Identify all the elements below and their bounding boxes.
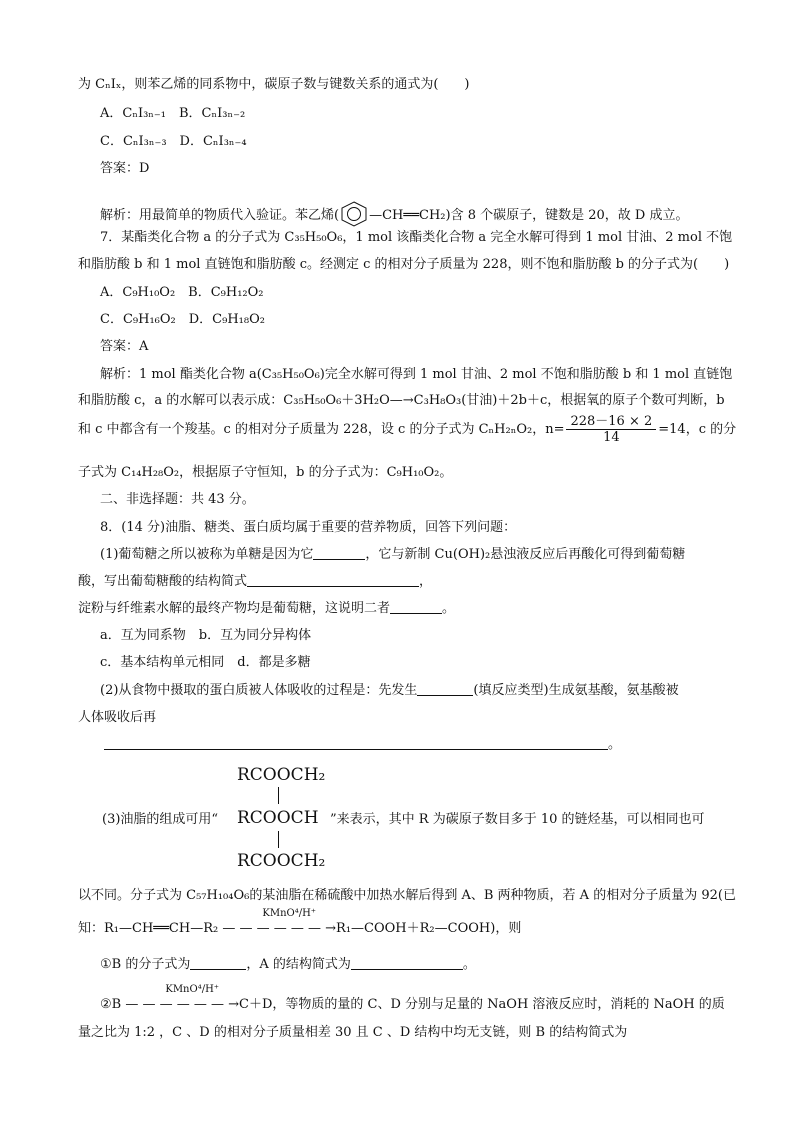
reaction-arrow: [125, 984, 240, 1014]
q8-sub1-text-b: ，A 的结构简式为: [246, 957, 351, 972]
q7-fraction: [566, 414, 656, 445]
q7-fraction-numerator: 228－16 × 2: [566, 414, 656, 430]
q8-p1-text-c: 酸，写出葡萄糖酸的结构简式: [78, 574, 248, 589]
answer-blank[interactable]: [390, 600, 442, 614]
q8-sub2-post: C＋D，等物质的量的 C、D 分别与足量的 NaOH 溶液反应时，消耗的 NaOH 的质: [239, 997, 725, 1012]
q8-p2-end: 。: [608, 737, 622, 752]
q6-answer: 答案：D: [100, 161, 150, 176]
q8-part3-line2: 以不同。分子式为 C₅₇H₁₀₄O₆的某油脂在稀硫酸中加热水解后得到 A、B 两种物质，若 A 的相对分子质量为 92(已: [78, 888, 736, 903]
q6-analysis-pre: 解析：用最简单的物质代入验证。苯乙烯(: [100, 208, 340, 223]
q8-p1-text-b: ，它与新制 Cu(OH)₂悬浊液反应后再酸化可得到葡萄糖: [365, 547, 686, 562]
q8-part1-line3: [78, 600, 455, 618]
q8-p1-text-e: 淀粉与纤维素水解的最终产物均是葡萄糖，这说明二者: [78, 601, 391, 616]
q7-stem-line1: 7．某酯类化合物 a 的分子式为 C₃₅H₅₀O₆，1 mol 该酯类化合物 a 完全水解可得到 1 mol 甘油、2 mol 不饱: [100, 230, 733, 245]
answer-blank[interactable]: [351, 956, 463, 970]
q8-p3-reaction-pre: 知：R₁—CH══CH—R₂: [78, 921, 223, 936]
q8-sub1-text-a: ①B 的分子式为: [100, 957, 191, 972]
arrow-glyph: — — — — — — →: [222, 921, 337, 936]
q7-analysis-line1: 解析：1 mol 酯类化合物 a(C₃₅H₅₀O₆)完全水解可得到 1 mol 甘油、2 mol 不饱和脂肪酸 b 和 1 mol 直链饱: [100, 367, 733, 382]
q8-sub1-text-c: 。: [462, 957, 476, 972]
arrow-glyph: — — — — — — →: [125, 997, 240, 1012]
answer-blank[interactable]: [190, 956, 246, 970]
q7-fraction-denominator: 14: [603, 430, 620, 445]
q7-analysis-line3-post: =14，c 的分: [658, 422, 737, 437]
reaction-arrow: [222, 908, 337, 938]
q8-p3-reaction-post: R₁—COOH＋R₂—COOH)，则: [336, 921, 522, 936]
reagent-label: KMnO⁴/H⁺: [262, 908, 317, 919]
bond-line: [278, 831, 279, 848]
q8-part2-line1: [100, 682, 679, 700]
q8-sub1: [100, 956, 476, 974]
q7-analysis-line2: 和脂肪酸 c，a 的水解可以表示成：C₃₅H₅₀O₆＋3H₂O—→C₃H₈O₃(甘油)＋2b＋c，根据氧的原子个数可判断，b: [78, 393, 725, 408]
q6-analysis: [100, 200, 689, 228]
q7-options-cd: C．C₉H₁₆O₂ D．C₉H₁₈O₂: [100, 312, 265, 327]
fat-formula-middle: RCOOCH: [237, 808, 319, 828]
benzene-ring-icon: [339, 200, 369, 228]
q7-options-ab: A．C₉H₁₀O₂ B．C₉H₁₂O₂: [100, 285, 264, 300]
fat-formula-bottom: RCOOCH₂: [237, 851, 326, 871]
q6-options-cd: C．CₙI₃ₙ₋₃ D．CₙI₃ₙ₋₄: [100, 134, 247, 149]
q8-sub2-pre: ②B: [100, 997, 126, 1012]
answer-blank[interactable]: [247, 573, 419, 587]
q7-analysis-line4: 子式为 C₁₄H₂₈O₂，根据原子守恒知，b 的分子式为：C₉H₁₀O₂。: [78, 465, 453, 480]
q8-part1-line2: [78, 573, 432, 591]
q8-p1-text-a: (1)葡萄糖之所以被称为单糖是因为它: [100, 547, 314, 562]
q7-analysis-line3-pre: 和 c 中都含有一个羧基。c 的相对分子质量为 228，设 c 的分子式为 CₙH₂ₙO₂，n=: [78, 422, 565, 437]
q7-stem-line2: 和脂肪酸 b 和 1 mol 直链饱和脂肪酸 c。经测定 c 的相对分子质量为 228，则不饱和脂肪酸 b 的分子式为( ): [78, 257, 730, 272]
q7-analysis-line3: [78, 414, 736, 445]
q8-options-ab: a．互为同系物 b．互为同分异构体: [100, 628, 312, 643]
q8-intro: 8．(14 分)油脂、糖类、蛋白质均属于重要的营养物质，回答下列问题：: [100, 520, 517, 535]
answer-blank[interactable]: [104, 736, 608, 750]
fat-formula-top: RCOOCH₂: [237, 765, 326, 785]
answer-blank[interactable]: [313, 546, 365, 560]
q6-analysis-post: )含 8 个碳原子，键数是 20，故 D 成立。: [445, 208, 689, 223]
q8-part2-line3: [104, 736, 621, 754]
q8-p2-text-b: (填反应类型)生成氨基酸，氨基酸被: [473, 683, 679, 698]
q6-stem: 为 CₙIₓ，则苯乙烯的同系物中，碳原子数与键数关系的通式为( ): [78, 77, 470, 92]
answer-blank[interactable]: [417, 682, 473, 696]
q6-options-ab: A．CₙI₃ₙ₋₁ B．CₙI₃ₙ₋₂: [100, 106, 246, 121]
q8-sub2-line2: 量之比为 1:2 ，C 、D 的相对分子质量相差 30 且 C 、D 结构中均无支链，则 B 的结构简式为: [78, 1025, 628, 1040]
reagent-label: KMnO⁴/H⁺: [165, 984, 220, 995]
q8-part1-line1: [100, 546, 685, 564]
bond-line: [278, 787, 279, 804]
q8-part2-line2: 人体吸收后再: [78, 710, 157, 725]
q6-vinyl-group: —CH══CH₂: [369, 208, 446, 223]
q8-sub2: [100, 984, 725, 1014]
q8-p2-text-a: (2)从食物中摄取的蛋白质被人体吸收的过程是：先发生: [100, 683, 418, 698]
q8-options-cd: c．基本结构单元相同 d．都是多糖: [100, 655, 311, 670]
q8-part3-line3: [78, 908, 522, 938]
q8-p1-text-d: ，: [419, 574, 433, 589]
q7-answer: 答案：A: [100, 339, 149, 354]
q8-part3-label: (3)油脂的组成可用“: [102, 812, 219, 827]
section-heading: 二、非选择题：共 43 分。: [100, 492, 255, 507]
q8-part3-text: ”来表示，其中 R 为碳原子数目多于 10 的链烃基，可以相同也可: [330, 812, 705, 827]
q8-p1-text-f: 。: [442, 601, 456, 616]
